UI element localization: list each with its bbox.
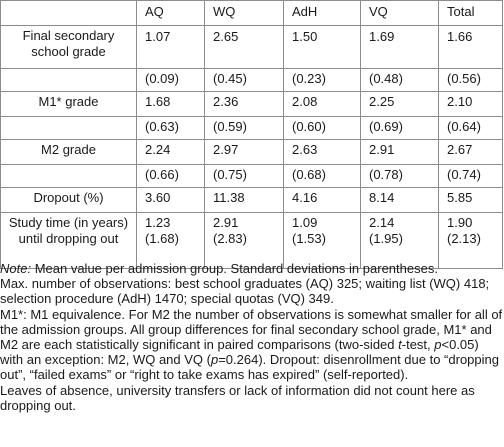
cell-sd: (0.09)	[137, 69, 205, 92]
row-label-empty	[1, 165, 137, 188]
t-symbol: t	[398, 337, 402, 353]
note-paragraph	[0, 261, 504, 276]
cell-value: 1.69	[361, 26, 439, 69]
table-row-m1-grade-sd	[1, 117, 503, 140]
cell-value: 2.91	[213, 215, 239, 230]
cell-value: 2.65	[205, 26, 284, 69]
row-label: Study time (in years) until dropping out	[1, 213, 137, 269]
cell-sd: (1.68)	[145, 231, 179, 246]
m1-text-part3: <0.05) with an exception: M2, WQ and VQ (	[0, 337, 479, 368]
note-text: Mean value per admission group. Standard deviations in parentheses.	[31, 261, 438, 276]
cell-value: 2.25	[361, 92, 439, 117]
cell-sd: (2.13)	[447, 231, 481, 246]
p-symbol: p	[210, 352, 219, 368]
cell-sd: (0.60)	[284, 117, 361, 140]
cell-value: 2.24	[137, 140, 205, 165]
header-cell-vq: VQ	[361, 1, 439, 26]
m1-text-part4: =0.264). Dropout: disenrollment due to “dropping out”, “failed exams” or “right to take exams has expired” (self-reported).	[0, 352, 499, 383]
cell-sd: (0.48)	[361, 69, 439, 92]
cell-value: 5.85	[439, 188, 503, 213]
cell-value: 1.23	[145, 215, 171, 230]
cell-sd: (0.74)	[439, 165, 503, 188]
cell-sd: (0.23)	[284, 69, 361, 92]
cell-value: 8.14	[361, 188, 439, 213]
cell-sd: (0.63)	[137, 117, 205, 140]
table-row-m2-grade-sd	[1, 165, 503, 188]
table-header-row	[1, 1, 503, 26]
cell-sd: (0.59)	[205, 117, 284, 140]
cell-value: 4.16	[284, 188, 361, 213]
cell-value: 1.07	[137, 26, 205, 69]
row-label: M2 grade	[1, 140, 137, 165]
header-cell-aq: AQ	[137, 1, 205, 26]
table-row-final-secondary-grade-sd	[1, 69, 503, 92]
cell-sd: (0.68)	[284, 165, 361, 188]
cell-value: 1.66	[439, 26, 503, 69]
leaves-paragraph: Leaves of absence, university transfers or lack of information did not count here as dropping out.	[0, 382, 475, 413]
row-label-empty	[1, 69, 137, 92]
cell-sd: (0.66)	[137, 165, 205, 188]
cell-value: 2.63	[284, 140, 361, 165]
row-label-empty	[1, 117, 137, 140]
note-label: Note:	[0, 261, 32, 276]
table-row-m2-grade	[1, 140, 503, 165]
cell-value: 2.08	[284, 92, 361, 117]
cell-value: 1.68	[137, 92, 205, 117]
header-cell-adh: AdH	[284, 1, 361, 26]
cell-sd: (0.45)	[205, 69, 284, 92]
cell-value: 1.50	[284, 26, 361, 69]
cell-sd: (2.83)	[213, 231, 247, 246]
cell-sd: (0.56)	[439, 69, 503, 92]
table-notes	[0, 261, 504, 413]
row-label: M1* grade	[1, 92, 137, 117]
cell-value: 2.14	[369, 215, 395, 230]
table-row-dropout	[1, 188, 503, 213]
table-row-m1-grade	[1, 92, 503, 117]
cell-value: 2.10	[439, 92, 503, 117]
cell-sd: (0.78)	[361, 165, 439, 188]
cell-sd: (0.75)	[205, 165, 284, 188]
cell-value: 11.38	[205, 188, 284, 213]
table-row-final-secondary-grade	[1, 26, 503, 69]
cell-value: 3.60	[137, 188, 205, 213]
cell-value: 2.67	[439, 140, 503, 165]
m1-text-part2: -test,	[401, 337, 435, 353]
p-symbol: p	[434, 337, 442, 353]
cell-value: 2.36	[205, 92, 284, 117]
header-cell-total: Total	[439, 1, 503, 26]
cell-sd: (1.53)	[292, 231, 326, 246]
cell-sd: (0.64)	[439, 117, 503, 140]
max-observations-paragraph: Max. number of observations: best school graduates (AQ) 325; waiting list (WQ) 418; selection procedure (AdH) 1470; special quotas (VQ) 349.	[0, 276, 490, 307]
cell-sd: (0.69)	[361, 117, 439, 140]
cell-value: 1.90	[447, 215, 473, 230]
cell-sd: (1.95)	[369, 231, 403, 246]
row-label: Dropout (%)	[1, 188, 137, 213]
row-label: Final secondary school grade	[1, 26, 137, 69]
cell-value: 1.09	[292, 215, 318, 230]
header-cell-empty	[1, 1, 137, 26]
cell-value: 2.97	[205, 140, 284, 165]
cell-value: 2.91	[361, 140, 439, 165]
m1-text-part1: M1*: M1 equivalence. For M2 the number of observations is somewhat smaller for all of the admission groups. All group differences for final secondary school grade, M1* and M2 are each statistically significant in paired comparisons (two-sided	[0, 306, 503, 353]
header-cell-wq: WQ	[205, 1, 284, 26]
m1-equivalence-paragraph	[0, 307, 504, 383]
